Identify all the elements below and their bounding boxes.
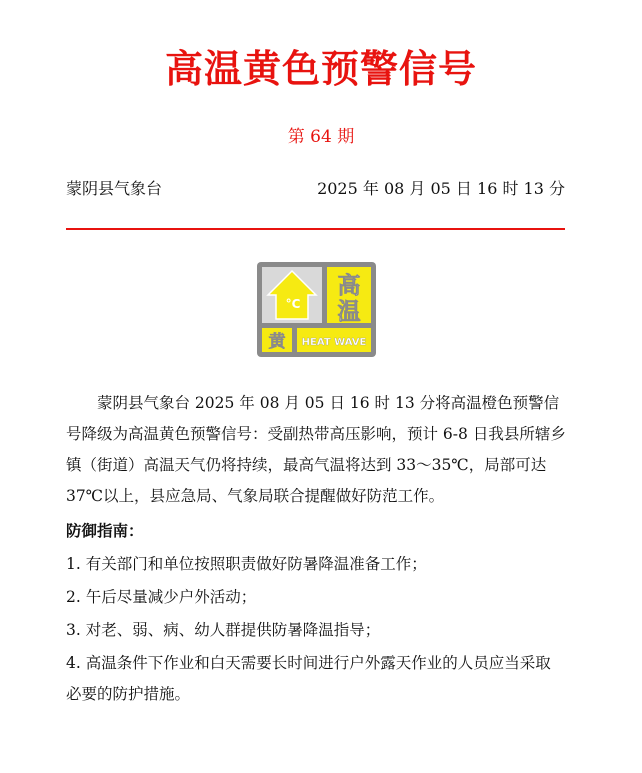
guide-item: 4. 高温条件下作业和白天需要长时间进行户外露天作业的人员应当采取必要的防护措施。 [66,654,551,703]
icon-char-bottom: 温 [337,299,361,325]
icon-char-top: 高 [337,273,361,299]
issue-datetime: 2025 年 08 月 05 日 16 时 13 分 [317,179,565,198]
guide-heading: 防御指南： [66,522,144,540]
page-title: 高温黄色预警信号 [164,47,477,91]
thermo-label: °C [285,297,301,311]
guide-item: 1. 有关部门和单位按照职责做好防暑降温准备工作； [66,555,427,573]
guide-item: 3. 对老、弱、病、幼人群提供防暑降温指导； [66,621,381,639]
issue-number: 第 64 期 [287,127,355,147]
icon-color-label: 黄 [268,332,286,352]
header-divider [66,228,565,230]
warning-paragraph: 蒙阴县气象台 2025 年 08 月 05 日 16 时 13 分将高温橙色预警信号降级为高温黄色预警信号：受副热带高压影响，预计 6-8 日我县所辖乡镇（街道）高温天气仍将持续，最高气温将达到 33～35℃，局部可达 37℃以上，县应急局、气象局联合提醒做好防范工作。 [66,394,566,505]
heat-warning-signal-icon [257,262,376,357]
guide-item: 2. 午后尽量减少户外活动； [66,588,257,606]
icon-english-label: HEAT WAVE [301,337,367,348]
issuing-organization: 蒙阴县气象台 [66,179,163,198]
warning-content [66,388,566,710]
